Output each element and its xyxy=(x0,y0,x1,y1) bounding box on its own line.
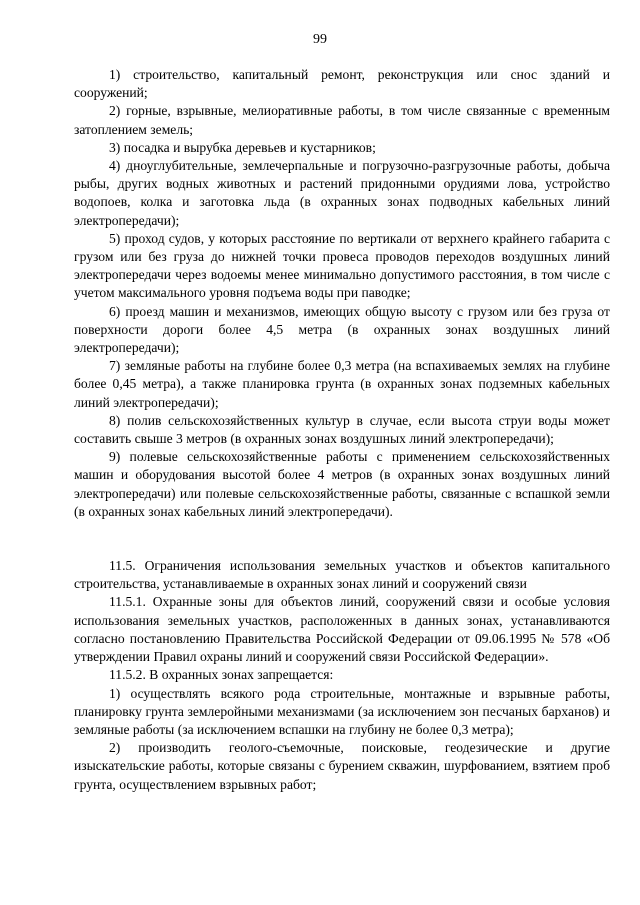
list-item: 3) посадка и вырубка деревьев и кустарников; xyxy=(109,139,376,155)
list-item: 1) строительство, капитальный ремонт, реконструкция или снос зданий и сооружений; xyxy=(74,67,610,101)
list-item: 2) производить геолого-съемочные, поисковые, геодезические и другие изыскательские работы, которые связаны с бурением скважин, шурфованием, взятием проб грунта, осуществлением взрывных работ; xyxy=(74,740,610,792)
list-item: 5) проход судов, у которых расстояние по вертикали от верхнего крайнего габарита с грузом или без груза до нижней точки провеса проводов переходов воздушных линий электропередачи через водоемы менее минимально допустимого расстояния, в том числе с учетом максимального уровня подъема воды при паводке; xyxy=(74,230,610,301)
section-heading: 11.5. Ограничения использования земельных участков и объектов капитального строительства, устанавливаемые в охранных зонах линий и сооружений связи xyxy=(74,558,610,592)
paragraph-11-5-1: 11.5.1. Охранные зоны для объектов линий, сооружений связи и особые условия использования земельных участков, расположенных в данных зонах, устанавливаются согласно постановлению Правительства Российской Федерации от 09.06.1995 № 578 «Об утверждении Правил охраны линий и сооружений связи Российской Федерации». xyxy=(74,594,610,665)
list-item: 6) проезд машин и механизмов, имеющих общую высоту с грузом или без груза от поверхности дороги более 4,5 метра (в охранных зонах воздушных линий электропередачи); xyxy=(74,303,610,356)
list-item: 1) осуществлять всякого рода строительные, монтажные и взрывные работы, планировку грунта землеройными механизмами (за исключением зон песчаных барханов) и земляные работы (за исключением вспашки на глубину не более 0,3 метра); xyxy=(74,685,610,737)
list-item: 8) полив сельскохозяйственных культур в случае, если высота струи воды может составить свыше 3 метров (в охранных зонах воздушных линий электропередачи); xyxy=(74,412,610,447)
list-item: 2) горные, взрывные, мелиоративные работы, в том числе связанные с временным затоплением земель; xyxy=(74,103,610,137)
section-spacer xyxy=(74,521,610,557)
paragraph-11-5-2: 11.5.2. В охранных зонах запрещается: xyxy=(109,667,334,683)
list-item: 4) дноуглубительные, землечерпальные и погрузочно-разгрузочные работы, добыча рыбы, других водных животных и растений придонными орудиями лова, устройство водопоев, колка и заготовка льда (в охранных зонах подводных кабельных линий электропередачи); xyxy=(74,158,610,228)
list-item: 9) полевые сельскохозяйственные работы с применением сельскохозяйственных машин и оборудования высотой более 4 метров (в охранных зонах воздушных линий электропередачи) или полевые сельскохозяйственные работы, связанные с вспашкой земли (в охранных зонах кабельных линий электропередачи). xyxy=(74,449,610,519)
document-body xyxy=(74,66,610,794)
list-item: 7) земляные работы на глубине более 0,3 метра (на вспахиваемых землях на глубине более 0,45 метра), а также планировка грунта (в охранных зонах подземных кабельных линий электропередачи); xyxy=(74,358,610,410)
page-number: 99 xyxy=(313,32,327,47)
